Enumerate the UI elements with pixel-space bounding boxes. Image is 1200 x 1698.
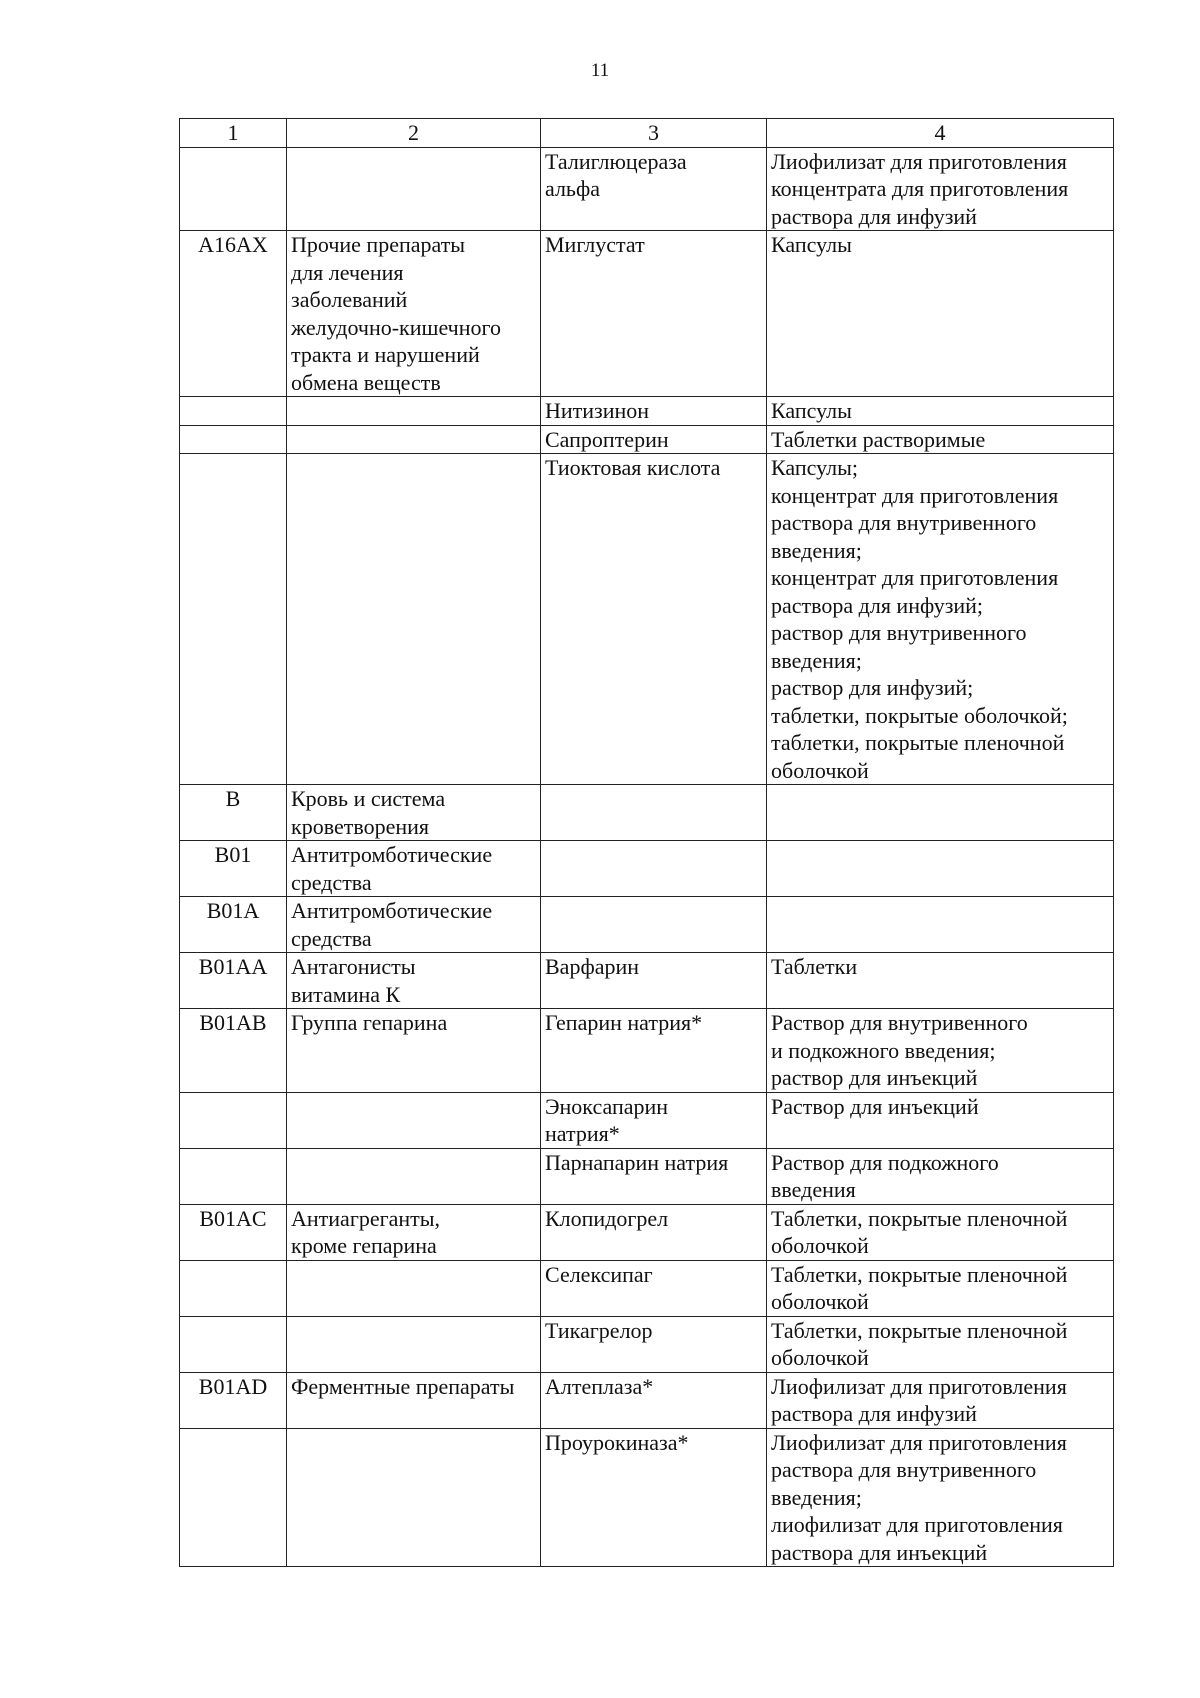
group-name-cell (287, 454, 541, 785)
dosage-form-cell (767, 841, 1114, 897)
atc-code-cell (180, 1316, 287, 1372)
dosage-form-cell (767, 897, 1114, 953)
atc-code-cell (180, 397, 287, 426)
drug-name-cell: Парнапарин натрия (541, 1148, 767, 1204)
atc-code-cell: B01AC (180, 1204, 287, 1260)
atc-code-cell: B01 (180, 841, 287, 897)
group-name-cell (287, 1092, 541, 1148)
page-number: 11 (590, 60, 610, 81)
drug-table-body (180, 119, 1114, 1567)
drug-name-cell: Гепарин натрия* (541, 1009, 767, 1093)
table-row (180, 147, 1114, 231)
table-row (180, 1092, 1114, 1148)
drug-name-cell (541, 841, 767, 897)
drug-name-cell: Тиоктовая кислота (541, 454, 767, 785)
column-header-4: 4 (767, 119, 1114, 148)
table-row (180, 231, 1114, 397)
dosage-form-cell: Лиофилизат для приготовления раствора для инфузий (767, 1372, 1114, 1428)
atc-code-cell (180, 454, 287, 785)
drug-name-cell: Талиглюцераза альфа (541, 147, 767, 231)
atc-code-cell (180, 1428, 287, 1567)
group-name-cell (287, 425, 541, 454)
drug-name-cell (541, 897, 767, 953)
atc-code-cell: B01A (180, 897, 287, 953)
table-row (180, 397, 1114, 426)
drug-table (179, 118, 1114, 1567)
atc-code-cell: B01AB (180, 1009, 287, 1093)
dosage-form-cell: Лиофилизат для приготовления концентрата для приготовления раствора для инфузий (767, 147, 1114, 231)
atc-code-cell: B (180, 785, 287, 841)
dosage-form-cell: Таблетки растворимые (767, 425, 1114, 454)
group-name-cell (287, 1260, 541, 1316)
atc-code-cell (180, 1148, 287, 1204)
dosage-form-cell: Капсулы (767, 231, 1114, 397)
column-header-3: 3 (541, 119, 767, 148)
group-name-cell (287, 1428, 541, 1567)
group-name-cell: Антитромботические средства (287, 841, 541, 897)
drug-name-cell: Миглустат (541, 231, 767, 397)
group-name-cell: Антагонисты витамина К (287, 953, 541, 1009)
table-row (180, 897, 1114, 953)
dosage-form-cell: Раствор для подкожного введения (767, 1148, 1114, 1204)
drug-name-cell: Селексипаг (541, 1260, 767, 1316)
dosage-form-cell (767, 785, 1114, 841)
atc-code-cell (180, 425, 287, 454)
dosage-form-cell: Капсулы; концентрат для приготовления раствора для внутривенного введения; концентрат для приготовления раствора для инфузий; раствор для внутривенного введения; раствор для инфузий; таблетки, покрытые оболочкой; таблетки, покрытые пленочной оболочкой (767, 454, 1114, 785)
group-name-cell (287, 1148, 541, 1204)
table-row (180, 425, 1114, 454)
dosage-form-cell: Раствор для внутривенного и подкожного введения; раствор для инъекций (767, 1009, 1114, 1093)
table-row (180, 1204, 1114, 1260)
header-row (180, 119, 1114, 148)
table-row (180, 1372, 1114, 1428)
table-row (180, 953, 1114, 1009)
dosage-form-cell: Капсулы (767, 397, 1114, 426)
column-header-1: 1 (180, 119, 287, 148)
group-name-cell: Ферментные препараты (287, 1372, 541, 1428)
table-row (180, 1148, 1114, 1204)
drug-name-cell (541, 785, 767, 841)
table-row (180, 454, 1114, 785)
column-header-2: 2 (287, 119, 541, 148)
drug-name-cell: Нитизинон (541, 397, 767, 426)
atc-code-cell: B01AD (180, 1372, 287, 1428)
table-row (180, 1260, 1114, 1316)
atc-code-cell (180, 1092, 287, 1148)
table-row (180, 1428, 1114, 1567)
dosage-form-cell: Таблетки (767, 953, 1114, 1009)
atc-code-cell (180, 1260, 287, 1316)
drug-name-cell: Проурокиназа* (541, 1428, 767, 1567)
drug-name-cell: Варфарин (541, 953, 767, 1009)
atc-code-cell: A16AX (180, 231, 287, 397)
group-name-cell (287, 397, 541, 426)
dosage-form-cell: Лиофилизат для приготовления раствора для внутривенного введения; лиофилизат для приготовления раствора для инъекций (767, 1428, 1114, 1567)
drug-name-cell: Тикагрелор (541, 1316, 767, 1372)
group-name-cell: Антиагреганты, кроме гепарина (287, 1204, 541, 1260)
table-row (180, 1316, 1114, 1372)
table-row (180, 841, 1114, 897)
dosage-form-cell: Таблетки, покрытые пленочной оболочкой (767, 1204, 1114, 1260)
group-name-cell (287, 1316, 541, 1372)
atc-code-cell: B01AA (180, 953, 287, 1009)
group-name-cell (287, 147, 541, 231)
dosage-form-cell: Таблетки, покрытые пленочной оболочкой (767, 1316, 1114, 1372)
dosage-form-cell: Раствор для инъекций (767, 1092, 1114, 1148)
drug-name-cell: Алтеплаза* (541, 1372, 767, 1428)
drug-name-cell: Сапроптерин (541, 425, 767, 454)
group-name-cell: Антитромботические средства (287, 897, 541, 953)
dosage-form-cell: Таблетки, покрытые пленочной оболочкой (767, 1260, 1114, 1316)
table-row (180, 785, 1114, 841)
atc-code-cell (180, 147, 287, 231)
group-name-cell: Прочие препараты для лечения заболеваний желудочно-кишечного тракта и нарушений обмена веществ (287, 231, 541, 397)
drug-name-cell: Клопидогрел (541, 1204, 767, 1260)
group-name-cell: Группа гепарина (287, 1009, 541, 1093)
drug-name-cell: Эноксапарин натрия* (541, 1092, 767, 1148)
group-name-cell: Кровь и система кроветворения (287, 785, 541, 841)
table-row (180, 1009, 1114, 1093)
